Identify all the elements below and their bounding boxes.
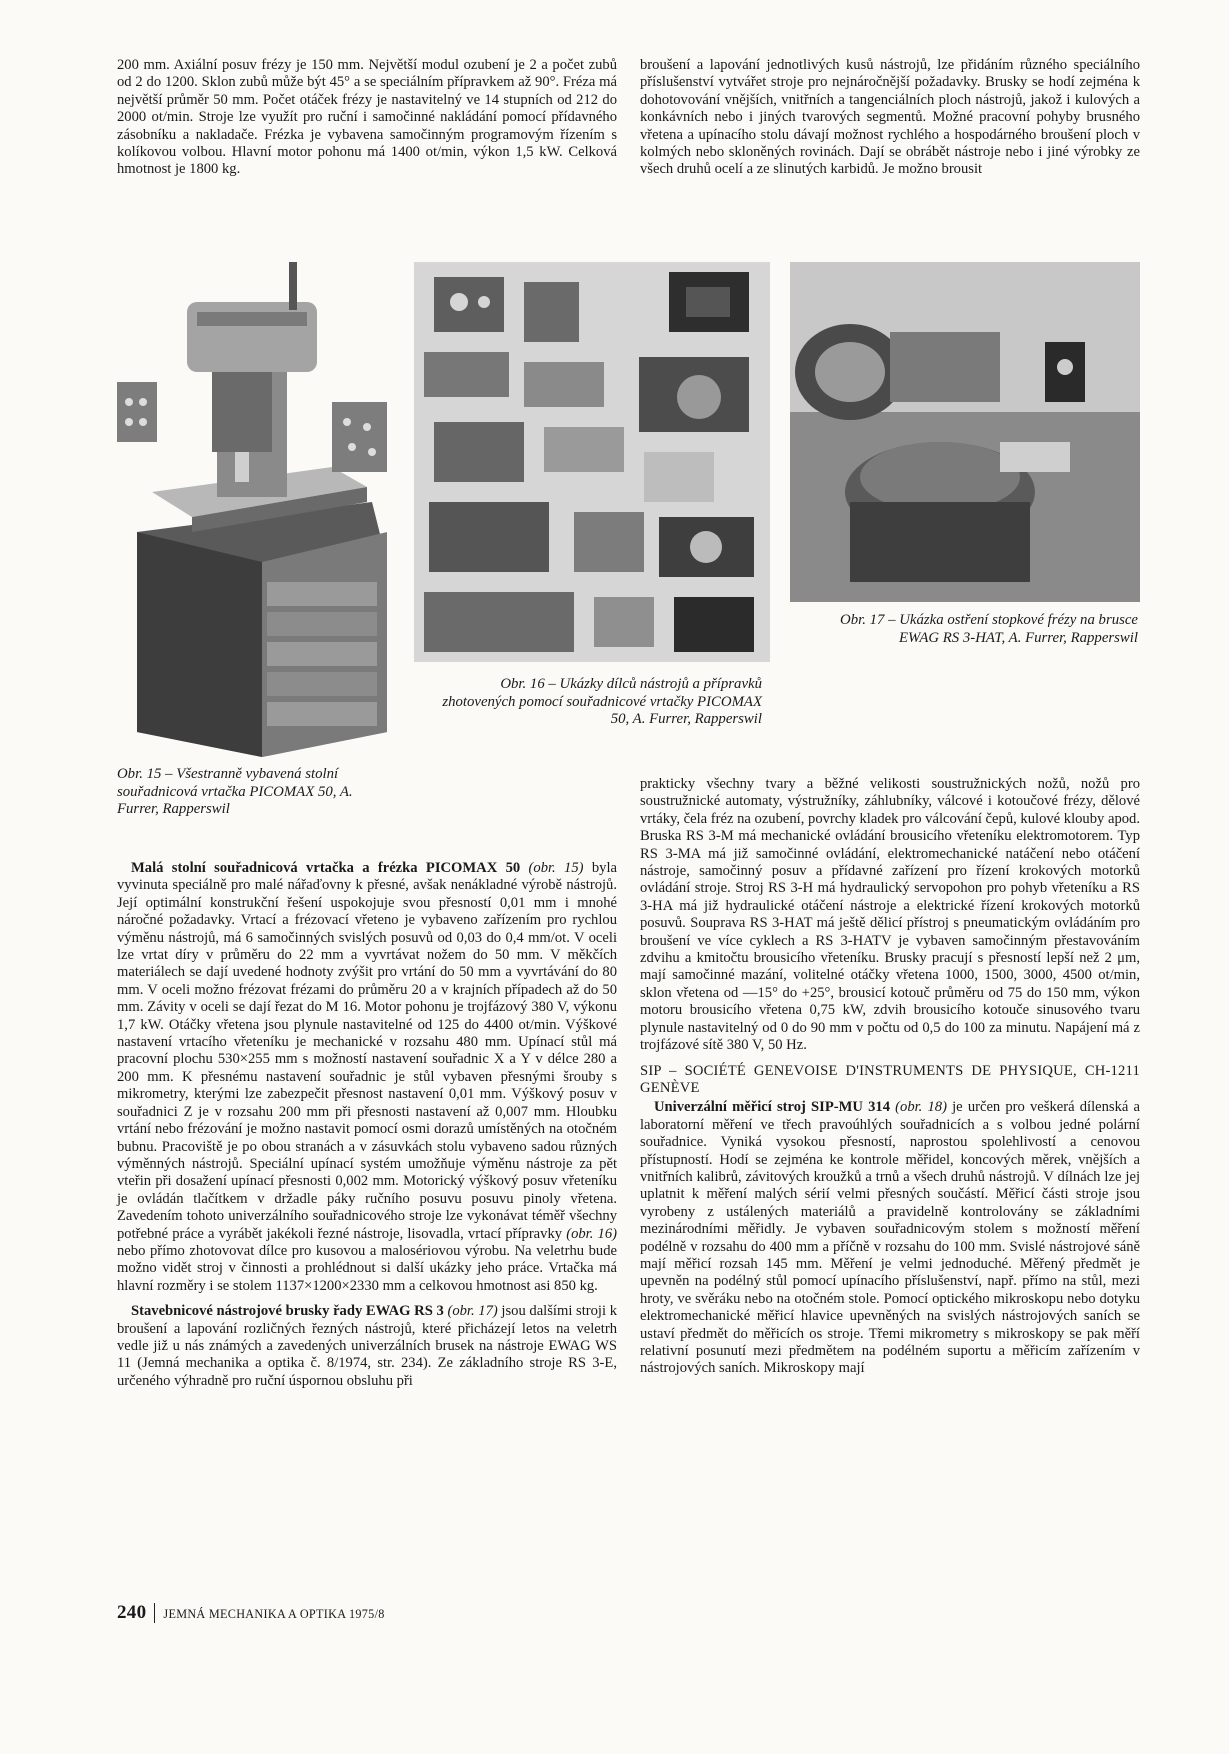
ewag-lead: Stavebnicové nástrojové brusky řady EWAG RS 3	[131, 1303, 444, 1320]
sip-text: je určen pro veškerá dílenská a laboratorní měření ve třech pravoúhlých souřadnicích a s volbou jedné polární souřadnice. Vyniká vysokou přesností, naprostou spolehlivostí a cenovou přístupností. Hodí se zejména ke kontrole měřidel, koncových měrek, vnějších a vnitřních kalibrů, závitových kroužků a trnů a všech druhů nástrojů. V dílnách lze jej uplatnit k měření malých sérií velmi přesných součástí. Měřicí části stroje jsou vyrobeny z ustálených materiálů a pravidelně kontrolovány se základními mezinárodními měřidly. Je vybaven souřadnicovým stolem s možností měření podélně v rozsahu do 400 mm a příčně v rozsahu do 100 mm. Svislé nástrojové sáně mají měřicí rozsah 145 mm. Měření je velmi jednoduché. Měřený předmět je upevněn na podélný stůl pomocí upínacího příslušenství, např. přímo na stůl, mezi hroty, ve svěráku nebo na otočném stole. Pomocí optického mikroskopu nebo dotyku elektromechanické měřicí hlavice upevněných na svislých nástrojových saních se ustaví předmět do měřicích os stroje. Třemi mikrometry s mikroskopy se pak měří relativní posunutí mezi předmětem na podélném suportu a měřicím zařízením v nástrojových saních. Mikroskopy mají	[640, 1099, 1141, 1377]
top-right-text	[640, 57, 1140, 179]
grinding-machine-illustration	[790, 262, 1140, 602]
journal-name: JEMNÁ MECHANIKA A OPTIKA 1975/8	[163, 1607, 385, 1621]
ewag-text: jsou dalšími stroji k broušení a lapování rozličných řezných nástrojů, které přicházejí letos na veletrh vedle již u nás známých a zavedených univerzálních brusek na nástroje EWAG WS 11 (Jemná mechanika a optika č. 8/1974, str. 234). Ze základního stroje RS 3-E, určeného výhradně pro ruční úspornou obsluhu při	[117, 1303, 617, 1389]
ewag-paragraph	[117, 1303, 617, 1390]
top-right-paragraph: broušení a lapování jednotlivých kusů nástrojů, lze přidáním různého speciálního příslušenství vytvářet stroje pro nejnáročnější požadavky. Brusky se hodí zejména k dohotovování vnějších, vnitřních a tangenciálních ploch nástrojů, jakož i kulových a konkávních nebo i jiných tvarových segmentů. Možné pracovní pohyby brusného vřetena a upínacího stolu dávají možnost rychlého a hospodárného broušení ploch v kolmých nebo skloněných rovinách. Dají se obrábět nástroje nebo i jiné výrobky ze všech druhů ocelí a ze slinutých karbidů. Je možno brousit	[640, 57, 1140, 178]
sip-paragraph	[640, 1099, 1140, 1378]
figure-15-caption: Obr. 15 – Všestranně vybavená stolní souřadnicová vrtačka PICOMAX 50, A. Furrer, Rapperswil	[117, 766, 353, 818]
picomax-lead: Malá stolní souřadnicová vrtačka a frézka PICOMAX 50	[131, 860, 521, 876]
picomax-text-2: nebo přímo zhotovovat dílce pro kusovou a malosériovou výrobu. Na veletrhu bude možno vidět stroj v činnosti a prohlédnout si další ukázky jeho práce. Vrtačka má hlavní rozměry i se stolem 1137×1200×2330 mm a celkovou hmotnost asi 850 kg.	[117, 1242, 617, 1294]
figure-17-photo	[790, 262, 1140, 602]
sip-lead: Univerzální měřicí stroj SIP-MU 314	[654, 1099, 890, 1116]
picomax-paragraph	[117, 860, 617, 1295]
figure-17-ref: (obr. 17)	[447, 1303, 498, 1320]
figure-16-caption: Obr. 16 – Ukázky dílců nástrojů a přípravků zhotovených pomocí souřadnicové vrtačky PICOMAX 50, A. Furrer, Rapperswil	[442, 676, 762, 728]
figure-15-photo	[117, 262, 402, 757]
top-left-paragraph: 200 mm. Axiální posuv frézy je 150 mm. Největší modul ozubení je 2 a počet zubů od 2 do 1200. Sklon zubů může být 45° a se speciálním přípravkem až 90°. Fréza má největší průměr 50 mm. Počet otáček frézy je nastavitelný ve 14 stupních od 212 do 2000 ot/min. Stroje lze využít pro ruční i samočinné nakládání pomocí přídavného zásobníku a nakladače. Frézka je vybavena samočinným programovým řízením s kolíkovou volbou. Hlavní motor pohonu má 1400 ot/min, výkon 1,5 kW. Celková hmotnost je 1800 kg.	[117, 57, 617, 178]
figure-16-photo	[414, 262, 770, 662]
top-left-text	[117, 57, 617, 179]
figure-16-ref: (obr. 16)	[566, 1225, 617, 1242]
figure-15-ref: (obr. 15)	[528, 860, 584, 876]
footer-divider	[154, 1603, 155, 1623]
picomax-text: byla vyvinuta speciálně pro malé nářaďovny k přesné, avšak nenákladné výrobě nástrojů. Její optimální konstrukční řešení uspokojuje svou přesností 0,01 mm i mnohé náročné požadavky. Vrtací a frézovací vřeteno je vybaveno zařízením pro rychlou výměnu nástrojů, má 6 samočinných svislých posuvů od 0,03 do 0,4 mm/ot. V oceli lze vrtat díry v průměru do 22 mm a vyvrtávat nožem do 50 mm. V měkčích materiálech se dají uvedené hodnoty zvýšit pro vrtání do 50 mm a vyvrtávání do 80 mm. V oceli možno frézovat frézami do průměru 20 a v krajních případech až do 50 mm. Závity v oceli se dají řezat do M 16. Motor pohonu je trojfázový 380 V, výkonu 1,7 kW. Otáčky vřetena jsou plynule nastavitelné od 125 do 4400 ot/min. Výškové nastavení vrtacího vřeteníku je mechanické v rozsahu 480 mm. Upínací stůl má pracovní plochu 530×255 mm s možností nastavení souřadnic X a Y v délce 280 a 200 mm. K přesnému nastavení souřadnic je stůl vybaven přesnými šrouby s mikrometry, kterými lze zabezpečit přesnost nastavení 0,01 mm. Výškový posuv v souřadnici Z je v rozsahu 200 mm při přesnosti nastavení až 0,007 mm. Hloubku vrtání nebo frézování je možno nastavit pomocí osmi dorazů umístěných na otočném bubnu. Pracoviště je po obou stranách a v zásuvkách stolu vybaveno sadou různých výměnných nástrojů. Speciální upínací systém umožňuje výměnu nástroje za pět vteřin při dosažení upínací přesnosti 0,002 mm. Motorický výškový posuv vřeteníku je ovládán tlačítkem v držadle páky ručního posuvu posuvu pinoly vřetena. Zavedením tohoto univerzálního souřadnicového stroje lze vykonávat téměř všechny potřebné práce a vyrábět jakékoli řezné nástroje, lisovadla, vrtací přípravky	[117, 860, 618, 1242]
figure-17-caption: Obr. 17 – Ukázka ostření stopkové frézy na brusce EWAG RS 3-HAT, A. Furrer, Rapperswil	[840, 612, 1138, 646]
drilling-machine-illustration	[117, 262, 402, 757]
right-column	[640, 776, 1140, 1378]
sip-heading: SIP – SOCIÉTÉ GENEVOISE D'INSTRUMENTS DE PHYSIQUE, CH-1211 GENÈVE	[640, 1062, 1140, 1096]
left-column	[117, 860, 617, 1390]
tool-parts-illustration	[414, 262, 770, 662]
figure-18-ref: (obr. 18)	[895, 1099, 947, 1116]
page-footer	[117, 1602, 385, 1624]
page-number: 240	[117, 1602, 147, 1623]
ewag-continued-paragraph: prakticky všechny tvary a běžné velikosti soustružnických nožů, nožů pro soustružnické automaty, výstružníky, záhlubníky, válcové i kotoučové frézy, dělové vrtáky, čela fréz na ozubení, povrchy kladek pro válcování čepů, kulové klouby apod. Bruska RS 3-M má mechanické ovládání brousicího vřeteníku elektromotorem. Typ RS 3-MA má již samočinné ovládání, elektromechanické natáčení nebo otáčení nástroje, samočinný posuv a přídavné zařízení pro řízení krokových motorků ovládání stroje. Stroj RS 3-H má hydraulický servopohon pro pohyb vřeteníku a RS 3-HA má již hydraulické otáčení nástroje a elektrické řízení krokových motorků posuvů. Souprava RS 3-HAT má ještě dělicí přístroj s pneumatickým ovládáním pro broušení ve více cyklech a RS 3-HATV je vybaven samočinným přestavováním zdvihu a kmitočtu brousicího vřeteníku. Brusky pracují s přesností lepší než 2 μm, mají samočinné mazání, volitelné otáčky vřetena 1000, 1500, 3000, 4500 ot/min, sklon vřetena od —15° do +25°, brousicí kotouč průměru od 75 do 150 mm, výkon motoru brousicího vřetena 0,75 kW, zdvih brousicího kotouče sinusového tvaru plynule nastavitelný od 0 do 90 mm v počtu od 0,5 do 100 za minutu. Napájení má z trojfázové sítě 380 V, 50 Hz.	[640, 776, 1140, 1054]
